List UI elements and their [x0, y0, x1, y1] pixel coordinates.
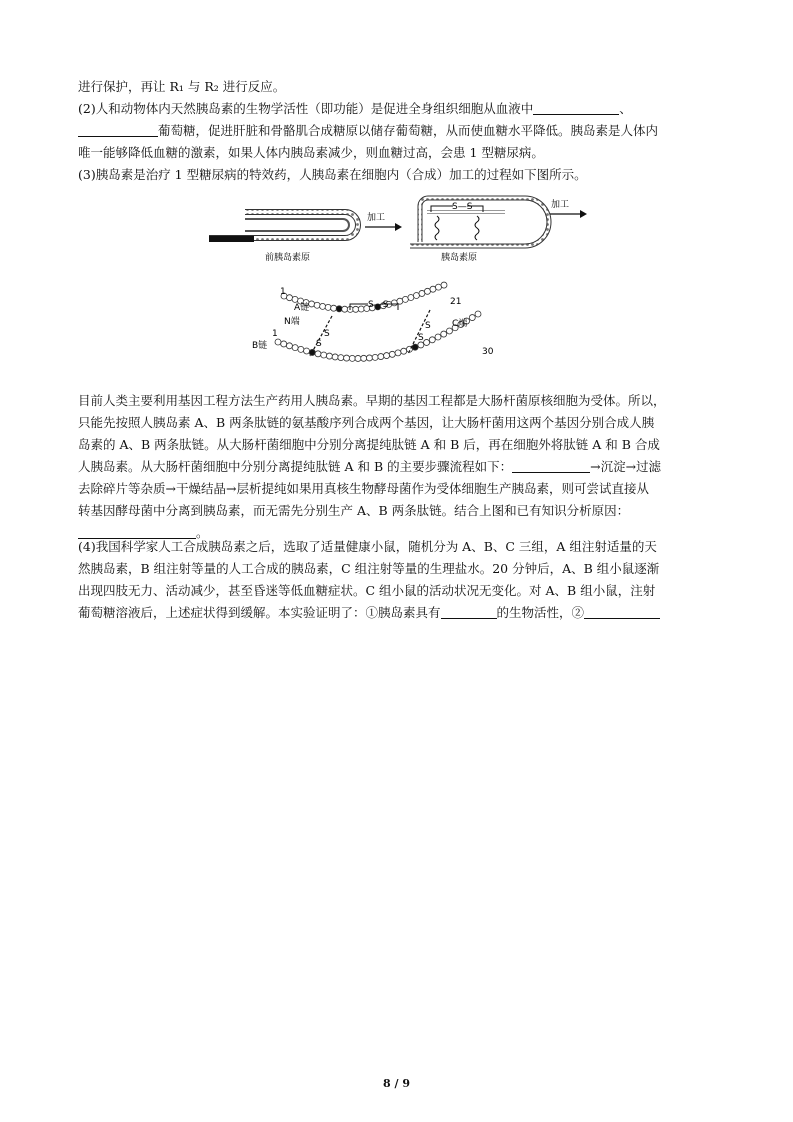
answer-blank[interactable] — [584, 604, 660, 619]
text-line: 唯一能够降低血糖的激素，如果人体内胰岛素减少，则血糖过高，会患 1 型糖尿病。 — [78, 145, 544, 160]
a-end-number: 1 — [280, 287, 286, 297]
amino-acid-bead — [424, 339, 430, 345]
text-segment: →沉淀→过滤 — [590, 459, 662, 474]
text-segment: 、 — [619, 101, 632, 116]
amino-acid-bead — [320, 303, 326, 309]
amino-acid-bead — [419, 290, 425, 296]
amino-acid-bead — [292, 345, 298, 351]
text-line: 进行保护，再让 R₁ 与 R₂ 进行反应。 — [78, 79, 286, 94]
amino-acid-bead — [435, 334, 441, 340]
amino-acid-bead — [309, 301, 315, 307]
text-segment: 的生物活性，② — [496, 605, 585, 620]
amino-acid-bead — [275, 339, 281, 345]
amino-acid-bead — [336, 306, 342, 312]
amino-acid-bead — [402, 296, 408, 302]
b-last-number: 30 — [482, 347, 494, 357]
amino-acid-bead — [344, 355, 350, 361]
b-chain — [275, 311, 481, 361]
amino-acid-bead — [287, 295, 293, 301]
amino-acid-bead — [395, 350, 401, 356]
arrow-2 — [550, 210, 587, 218]
s-label: S — [324, 329, 330, 339]
amino-acid-bead — [397, 298, 403, 304]
text-line: (3)胰岛素是治疗 1 型糖尿病的特效药，人胰岛素在细胞内（合成）加工的过程如下图所示。 — [78, 167, 587, 182]
text-line: 出现四肢无力、活动减少，甚至昏迷等低血糖症状。C 组小鼠的活动状况无变化。对 A、B 组小鼠，注射 — [78, 583, 656, 598]
text-line: 然胰岛素，B 组注射等量的人工合成的胰岛素，C 组注射等量的生理盐水。20 分钟后，A、B 组小鼠逐渐 — [78, 561, 660, 576]
amino-acid-bead — [331, 305, 337, 311]
amino-acid-bead — [435, 284, 441, 290]
text-line: 只能先按照人胰岛素 A、B 两条肽链的氨基酸序列合成两个基因，让大肠杆菌用这两个基因分别合成人胰 — [78, 415, 655, 430]
amino-acid-bead — [413, 292, 419, 298]
amino-acid-bead — [372, 354, 378, 360]
proinsulin-shape — [410, 198, 549, 246]
text-line: 目前人类主要利用基因工程方法生产药用人胰岛素。早期的基因工程都是大肠杆菌原核细胞为受体。所以， — [78, 393, 666, 408]
amino-acid-bead — [342, 306, 348, 312]
left-caption: 前胰岛素原 — [265, 253, 311, 263]
amino-acid-bead — [353, 306, 359, 312]
n-end-label: N端 — [284, 317, 300, 327]
insulin-structure-diagram — [250, 284, 494, 364]
c-end-label: C端 — [452, 319, 468, 329]
text-line — [78, 456, 718, 478]
b-end-number: 1 — [272, 329, 278, 339]
amino-acid-bead — [441, 282, 447, 288]
processing-diagram — [205, 192, 595, 267]
text-segment: 人胰岛素。从大肠杆菌细胞中分别分离提纯肽链 A 和 B 的主要步骤流程如下： — [78, 459, 513, 474]
amino-acid-bead — [430, 286, 436, 292]
a-chain-label: A链 — [294, 303, 310, 313]
page-number: 8 / 9 — [383, 1077, 410, 1090]
text-line — [78, 120, 718, 142]
amino-acid-bead — [298, 346, 304, 352]
amino-acid-bead — [314, 302, 320, 308]
amino-acid-bead — [391, 300, 397, 306]
amino-acid-bead — [441, 331, 447, 337]
amino-acid-bead — [286, 343, 292, 349]
text-line: 岛素的 A、B 两条肽链。从大肠杆菌细胞中分别分离提纯肽链 A 和 B 后，再在细胞外将肽链 A 和 B 合成 — [78, 437, 660, 452]
text-segment: 。 — [196, 525, 209, 540]
amino-acid-bead — [325, 304, 331, 310]
amino-acid-bead — [366, 355, 372, 361]
text-segment: 葡萄糖，促进肝脏和骨骼肌合成糖原以储存葡萄糖，从而使血糖水平降低。胰岛素是人体内 — [158, 123, 659, 138]
amino-acid-bead — [304, 348, 310, 354]
amino-acid-bead — [412, 344, 418, 350]
arrow-2-label: 加工 — [551, 200, 570, 210]
arrow-1-label: 加工 — [367, 213, 386, 223]
amino-acid-bead — [469, 315, 475, 321]
s-label: S — [425, 321, 431, 331]
arrow-1 — [365, 223, 402, 231]
amino-acid-bead — [315, 351, 321, 357]
amino-acid-bead — [281, 341, 287, 347]
b-chain-label: B链 — [252, 341, 268, 351]
text-block-intro — [78, 76, 718, 186]
amino-acid-bead — [401, 348, 407, 354]
amino-acid-bead — [378, 354, 384, 360]
ss-top-label: S—S — [368, 300, 389, 310]
amino-acid-bead — [349, 355, 355, 361]
amino-acid-bead — [321, 352, 327, 358]
answer-blank[interactable] — [533, 100, 619, 115]
amino-acid-bead — [358, 306, 364, 312]
right-caption: 胰岛素原 — [441, 253, 478, 263]
ss-bond-label: S—S — [452, 202, 473, 212]
text-line — [78, 602, 718, 624]
amino-acid-bead — [361, 355, 367, 361]
s-label: S — [418, 333, 424, 343]
amino-acid-bead — [326, 353, 332, 359]
answer-blank[interactable] — [512, 458, 590, 473]
text-line: 转基因酵母菌中分离到胰岛素，而无需先分别生产 A、B 两条肽链。结合上图和已有知识分析原因： — [78, 503, 630, 518]
a-last-number: 21 — [450, 297, 462, 307]
amino-acid-bead — [338, 355, 344, 361]
amino-acid-bead — [384, 353, 390, 359]
text-line — [78, 98, 718, 120]
text-block-genetic-engineering — [78, 390, 718, 544]
answer-blank[interactable] — [441, 604, 497, 619]
answer-blank[interactable] — [78, 122, 158, 137]
text-block-experiment — [78, 536, 718, 624]
text-line: (4)我国科学家人工合成胰岛素之后，选取了适量健康小鼠，随机分为 A、B、C 三组，A 组注射适量的天 — [78, 539, 657, 554]
amino-acid-bead — [408, 294, 414, 300]
amino-acid-bead — [332, 354, 338, 360]
amino-acid-bead — [424, 288, 430, 294]
amino-acid-bead — [292, 296, 298, 302]
text-segment: 葡萄糖溶液后，上述症状得到缓解。本实验证明了：①胰岛素具有 — [78, 605, 441, 620]
amino-acid-bead — [429, 337, 435, 343]
amino-acid-bead — [355, 355, 361, 361]
amino-acid-bead — [389, 351, 395, 357]
preproinsulin-shape — [209, 212, 358, 242]
text-line: 去除碎片等杂质→干燥结晶→层析提纯如果用真核生物酵母菌作为受体细胞生产胰岛素，则可尝试直接从 — [78, 481, 649, 496]
text-segment: (2)人和动物体内天然胰岛素的生物学活性（即功能）是促进全身组织细胞从血液中 — [78, 101, 534, 116]
s-label: S — [316, 339, 322, 349]
amino-acid-bead — [475, 311, 481, 317]
